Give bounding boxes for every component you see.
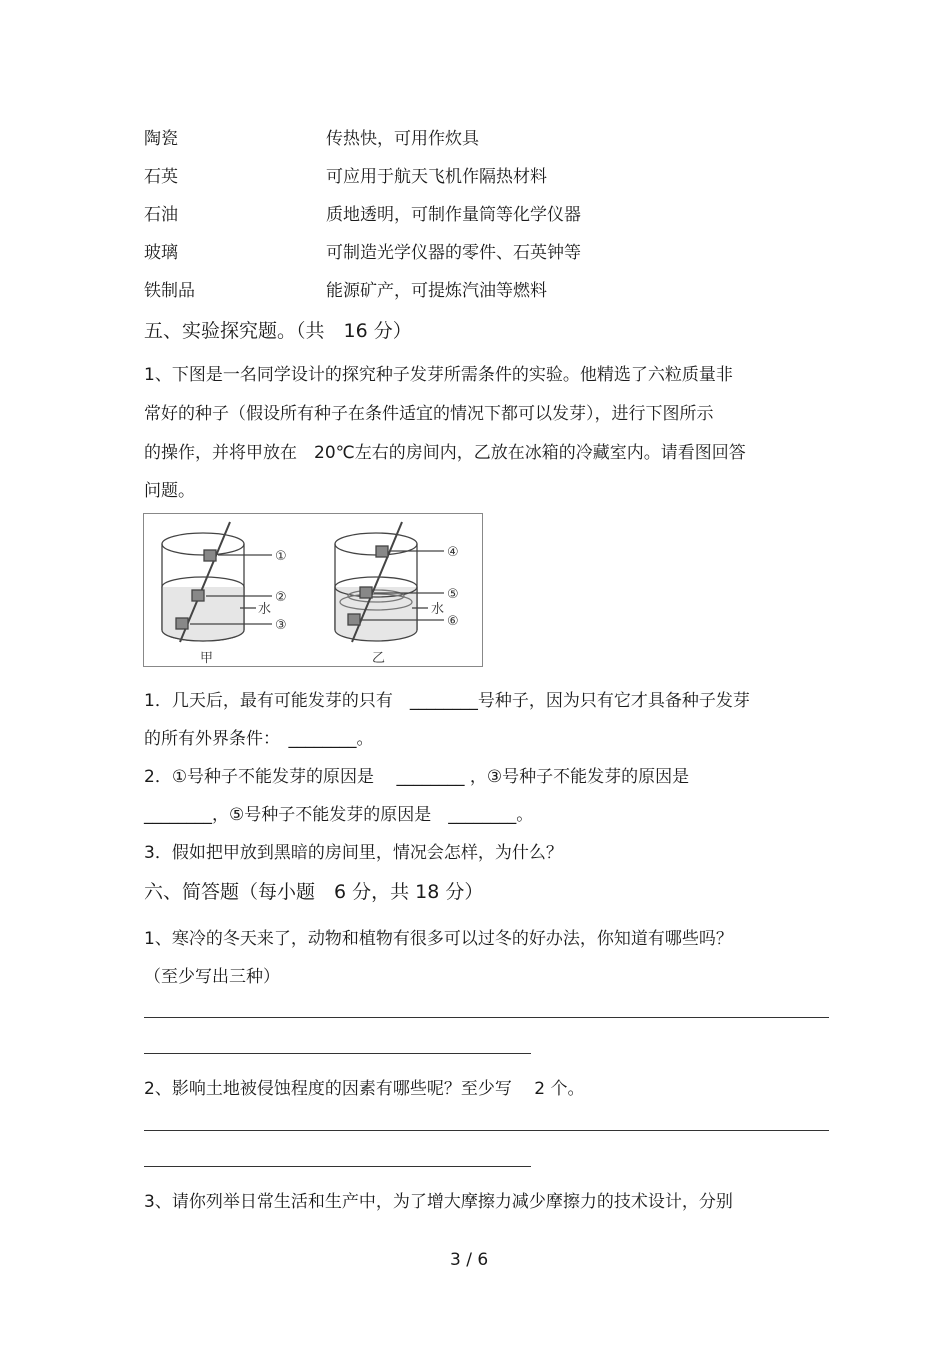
water-label-right: 水 [431, 602, 445, 617]
material-label: 玻璃 [144, 243, 178, 263]
question-text: 3、请你列举日常生活和生产中，为了增大摩擦力减少摩擦力的技术设计，分别 [144, 1192, 733, 1212]
question-text: 的操作，并将甲放在 20℃左右的房间内，乙放在冰箱的冷藏室内。请看图回答 [144, 443, 746, 463]
water-label-left: 水 [258, 602, 272, 617]
material-label: 铁制品 [144, 281, 195, 301]
page-number: 3 / 6 [450, 1250, 489, 1270]
sub-question-text: 1．几天后，最有可能发芽的只有 ________号种子，因为只有它才具备种子发芽 [144, 691, 750, 711]
material-label: 陶瓷 [144, 129, 178, 149]
material-label: 石英 [144, 167, 178, 187]
question-text: 2、影响土地被侵蚀程度的因素有哪些呢？至少写 2 个。 [144, 1079, 585, 1099]
question-text: 问题。 [144, 481, 195, 501]
property-label: 可应用于航天飞机作隔热材料 [326, 167, 547, 187]
material-label: 石油 [144, 205, 178, 225]
section-title: 六、简答题（每小题 6 分，共 18 分） [144, 881, 484, 903]
sub-question-text: 3．假如把甲放到黑暗的房间里，情况会怎样，为什么？ [144, 843, 563, 863]
question-text: 1、寒冷的冬天来了，动物和植物有很多可以过冬的好办法，你知道有哪些吗？ [144, 929, 733, 949]
seed-label-2: ② [275, 590, 287, 605]
property-label: 能源矿产，可提炼汽油等燃料 [326, 281, 547, 301]
seed-label-6: ⑥ [447, 614, 459, 629]
beakers-illustration [144, 514, 484, 668]
answer-line[interactable] [144, 1166, 531, 1167]
sub-question-text: 2．①号种子不能发芽的原因是 ________ ，③号种子不能发芽的原因是 [144, 767, 690, 787]
caption-yi: 乙 [372, 651, 386, 666]
property-label: 可制造光学仪器的零件、石英钟等 [326, 243, 581, 263]
seed-label-5: ⑤ [447, 587, 459, 602]
sub-question-text: ________，⑤号种子不能发芽的原因是 ________。 [144, 805, 534, 825]
seed-label-3: ③ [275, 618, 287, 633]
property-label: 质地透明，可制作量筒等化学仪器 [326, 205, 581, 225]
question-text: 常好的种子（假设所有种子在条件适宜的情况下都可以发芽），进行下图所示 [144, 404, 714, 424]
answer-line[interactable] [144, 1130, 829, 1131]
answer-line[interactable] [144, 1053, 531, 1054]
sub-question-text: 的所有外界条件： ________。 [144, 729, 374, 749]
seed-label-4: ④ [447, 545, 459, 560]
caption-jia: 甲 [200, 651, 214, 666]
property-label: 传热快，可用作炊具 [326, 129, 479, 149]
section-title: 五、实验探究题。（共 16 分） [144, 320, 412, 342]
question-text: 1、下图是一名同学设计的探究种子发芽所需条件的实验。他精选了六粒质量非 [144, 365, 733, 385]
experiment-figure [143, 513, 483, 667]
seed-label-1: ① [275, 549, 287, 564]
question-text: （至少写出三种） [144, 967, 280, 987]
answer-line[interactable] [144, 1017, 829, 1018]
